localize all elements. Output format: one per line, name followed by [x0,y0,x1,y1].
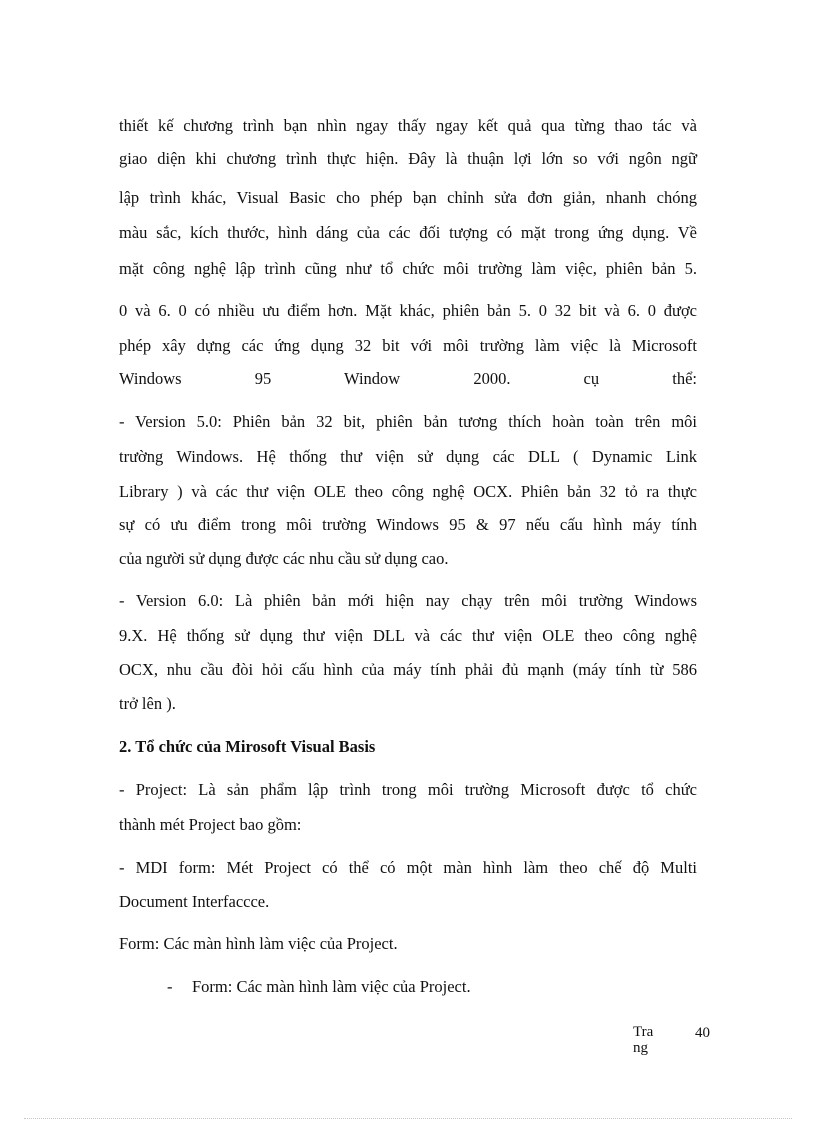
paragraph-line: lập trình khác, Visual Basic cho phép bạn chỉnh sửa đơn giản, nhanh chóng [119,188,697,207]
paragraph-line: phép xây dựng các ứng dụng 32 bit với môi trường làm việc là Microsoft [119,336,697,355]
list-item: Form: Các màn hình làm việc của Project. [192,977,471,996]
paragraph-line: OCX, nhu cầu đòi hỏi cấu hình của máy tính phải đủ mạnh (máy tính từ 586 [119,660,697,679]
paragraph-line: - Version 6.0: Là phiên bản mới hiện nay chạy trên môi trường Windows [119,591,697,610]
paragraph-line: thành mét Project bao gồm: [119,815,302,834]
paragraph-line: trở lên ). [119,694,176,713]
list-bullet: - [167,977,173,996]
paragraph-line: giao diện khi chương trình thực hiện. Đây là thuận lợi lớn so với ngôn ngữ [119,149,697,168]
paragraph-line: mặt công nghệ lập trình cũng như tổ chức môi trường làm việc, phiên bản 5. [119,259,697,278]
paragraph-line: màu sắc, kích thước, hình dáng của các đối tượng có mặt trong ứng dụng. Về [119,223,697,242]
paragraph-line: của người sử dụng được các nhu cầu sử dụng cao. [119,549,449,568]
page-number: 40 [695,1025,710,1041]
paragraph-line: Windows 95 Window 2000. cụ thể: [119,369,697,388]
paragraph-line: Document Interfaccce. [119,892,270,911]
paragraph-line: trường Windows. Hệ thống thư viện sử dụng các DLL ( Dynamic Link [119,447,697,466]
paragraph-line: Form: Các màn hình làm việc của Project. [119,934,398,953]
paragraph-line: 9.X. Hệ thống sử dụng thư viện DLL và các thư viện OLE theo công nghệ [119,626,697,645]
paragraph-line: sự có ưu điểm trong môi trường Windows 95 & 97 nếu cấu hình máy tính [119,515,697,534]
page-border-divider [24,1118,792,1119]
paragraph-line: - MDI form: Mét Project có thể có một màn hình làm theo chế độ Multi [119,858,697,877]
section-heading: 2. Tổ chức của Mirosoft Visual Basis [119,737,376,756]
paragraph-line: 0 và 6. 0 có nhiều ưu điểm hơn. Mặt khác, phiên bản 5. 0 32 bit và 6. 0 được [119,301,697,320]
paragraph-line: thiết kế chương trình bạn nhìn ngay thấy ngay kết quả qua từng thao tác và [119,116,697,135]
paragraph-line: - Version 5.0: Phiên bản 32 bit, phiên bản tương thích hoàn toàn trên môi [119,412,697,431]
paragraph-line: Library ) và các thư viện OLE theo công nghệ OCX. Phiên bản 32 tỏ ra thực [119,482,697,501]
page-label: Trang [633,1024,654,1056]
paragraph-line: - Project: Là sản phẩm lập trình trong môi trường Microsoft được tổ chức [119,780,697,799]
